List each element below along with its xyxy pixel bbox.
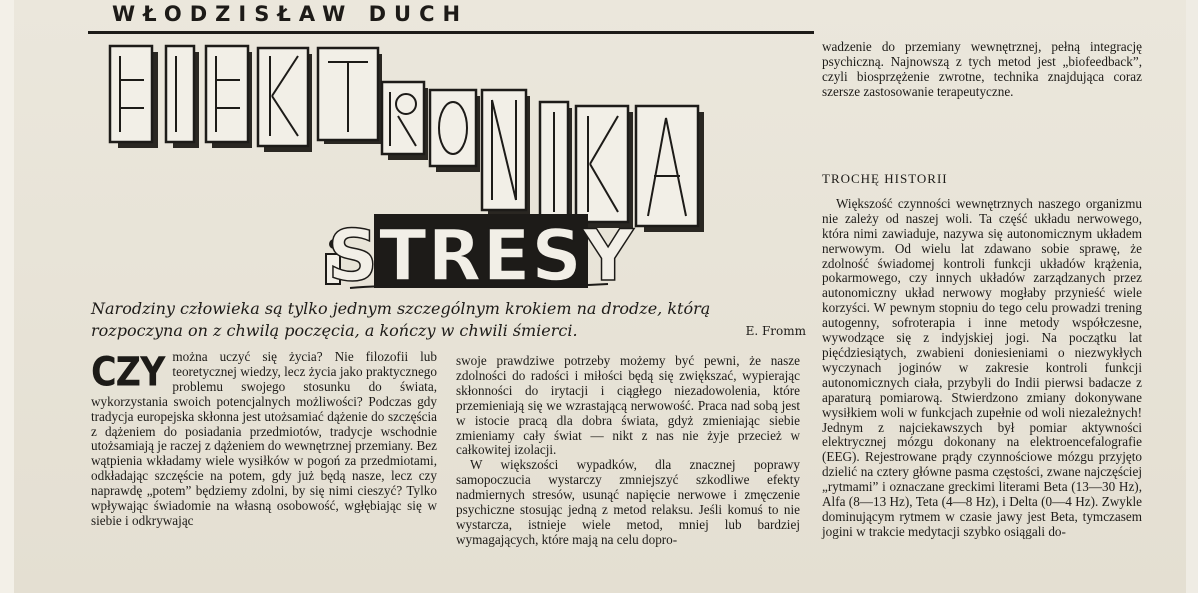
header-rule <box>88 31 814 34</box>
column-2-paragraph-2: W większości wypadków, dla znacznej poprawy samopoczucia wystarczy zmniejszyć szkodliwe efekty nadmiernych stresów, usunąć napięcie nerwowe i zmęczenie psychiczne stosując jedną z metod relaksu. Jeśli komuś to nie wystarcza, istnieje wiele metod, mniej lub bardziej wymagających, które mają na celu dopro- <box>456 457 800 547</box>
column-2-paragraph-1: swoje prawdziwe potrzeby możemy być pewni, że nasze zdolności do radości i miłości będą się zwiększać, wypierając skłonności do irytacji i ciągłego niezadowolenia, które przemieniają się we wzrastającą nerwowość. Praca nad sobą jest w istocie pracą dla dobra świata, gdyż zmieniając siebie zmieniamy cały świat — nikt z nas nie żyje przecież w całkowitej izolacji. <box>456 353 800 458</box>
article-column-1 <box>91 350 437 529</box>
column-3-paragraph: Większość czynności wewnętrznych naszego organizmu nie zależy od naszej woli. Ta część układu nerwowego, która nimi zawiaduje, nazywa się autonomicznym układem nerwowym. Od wielu lat zdawano sobie sprawę, że zdolność świadomej kontroli funkcji układów krążenia, pokarmowego, czy innych układów zarządzanych przez autonomiczny układ nerwowy mogłaby przynieść wiele korzyści. W pewnym stopniu do tego celu prowadzi trening autogenny, sofroterapia i inne metody współczesne, wywodzące się z indyjskiej jogi. Na początku lat pięćdziesiątych, zwabieni doniesieniami o niezwykłych wyczynach joginów w zakresie kontroli funkcji autonomicznych ciała, przybyli do Indii pierwsi badacze z aparaturą pomiarową. Stwierdzono zmiany dokonywane wysiłkiem woli w funkcjach zupełnie od woli niezależnych! Jednym z najciekawszych był pomiar aktywności elektrycznej mózgu dokonany na elektroencefalografie (EEG). Rejestrowane prądy czynnościowe mózgu przyjęto dzielić na cztery główne pasma częstości, zwane najczęściej „rytmami” i oznaczane greckimi literami Beta (13—30 Hz), Alfa (8—13 Hz), Teta (4—8 Hz), i Delta (0—4 Hz). Zwykle dominującym rytmem w czasie jawy jest Beta, tymczasem jogini w trakcie medytacji szybko osiągali do- <box>822 195 1142 539</box>
title-letter-r <box>382 82 424 154</box>
lead-quote <box>91 298 806 342</box>
column-1-text: można uczyć się życia? Nie filozofii lub teoretycznej wiedzy, lecz życia jako praktycznego problemu swojego stosunku do świata, wykorzystania swoich potencjalnych możliwości? Podczas gdy tradycja europejska skłonna jest utożsamiać dążenie do szczęścia z dążeniem do posiadania przedmiotów, tradycje wschodnie utożsamiają je raczej z dążeniem do wewnętrznej przemiany. Bez wątpienia wkładamy wiele wysiłków w pogoń za przedmiotami, odkładając szczęście na potem, gdy już będą nasze, lecz czy naprawdę „potem” będziemy zdolni, by się nimi cieszyć? Tylko wpływając świadomie na własną osobowość, wgłębiając się w siebie i odkrywając <box>91 349 437 528</box>
title-letter-e2 <box>206 46 248 142</box>
title-letter-k2 <box>576 106 628 222</box>
title-subtitle-text: STRESY <box>327 215 635 296</box>
column-3-intro: wadzenie do przemiany wewnętrznej, pełną integrację psychiczną. Najnowszą z tych metod jest „biofeedback”, czyli biosprzężenie zwrotne, technika znajdująca coraz szersze zastosowanie terapeutyczne. <box>822 39 1142 99</box>
lead-quote-text: Narodziny człowieka są tylko jednym szczególnym krokiem na drodze, którą rozpoczyna on z chwilą poczęcia, a kończy w chwili śmierci. <box>91 299 711 340</box>
page-left-margin <box>0 0 14 593</box>
article-column-3-section <box>822 160 1142 540</box>
author-name: WŁODZISŁAW DUCH <box>112 2 469 26</box>
title-subtitle <box>326 214 635 296</box>
article-column-3-top <box>822 40 1142 100</box>
lead-attribution: E. Fromm <box>745 324 806 338</box>
title-letter-k1 <box>258 48 308 146</box>
title-main-word <box>110 46 704 232</box>
dropcap: CZY <box>91 349 165 396</box>
title-letter-e1 <box>110 46 152 142</box>
article-column-2 <box>456 354 800 548</box>
title-artwork <box>88 36 818 296</box>
section-heading: TROCHĘ HISTORII <box>822 171 948 186</box>
page-right-margin <box>1186 0 1198 593</box>
